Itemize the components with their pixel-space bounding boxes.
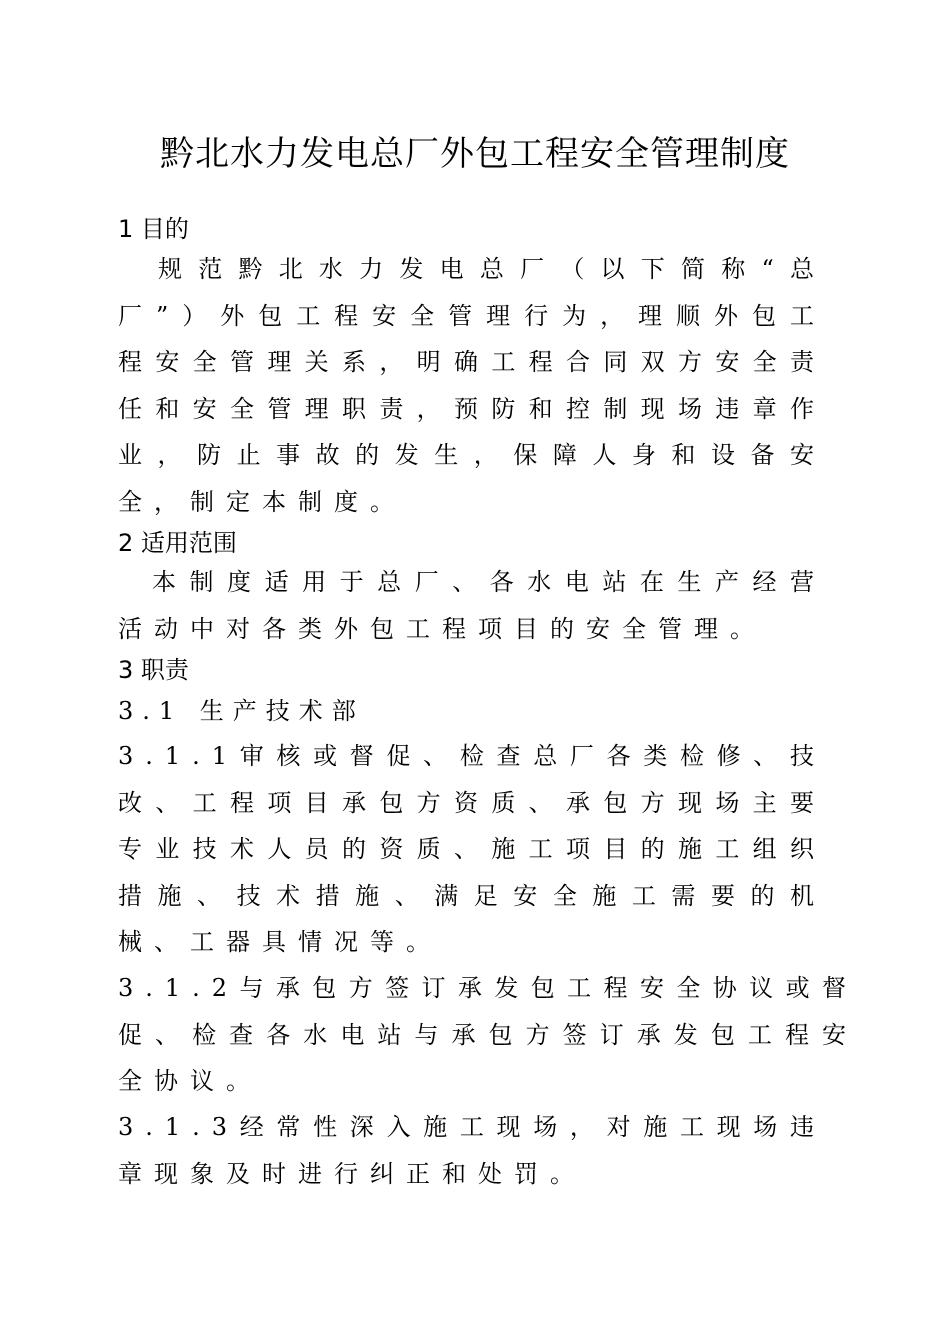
section-1-body: 规范黔北水力发电总厂（以下简称“总厂”）外包工程安全管理行为，理顺外包工程安全管理关系，明确工程合同双方安全责任和安全管理职责，预防和控制现场违章作业，防止事故的发生，保障人身和设备安全，制定本制度。 [118,255,826,516]
section-3-1-heading: 3.1 生产技术部 [118,697,365,725]
section-2-body: 本制度适用于总厂、各水电站在生产经营活动中对各类外包工程项目的安全管理。 [118,568,826,643]
section-3-1-3-paragraph: 3.1.3经常性深入施工现场，对施工现场违章现象及时进行纠正和处罚。 [118,1113,826,1188]
section-3-1-2-paragraph: 3.1.2与承包方签订承发包工程安全协议或督促、检查各水电站与承包方签订承发包工程安全协议。 [118,974,858,1095]
section-3-heading: 3 职责 [118,656,189,684]
section-2-heading: 2 适用范围 [118,529,237,557]
document-title: 黔北水力发电总厂外包工程安全管理制度 [160,134,790,174]
section-3-1-1-paragraph: 3.1.1审核或督促、检查总厂各类检修、技改、工程项目承包方资质、承包方现场主要专业技术人员的资质、施工项目的施工组织措施、技术措施、满足安全施工需要的机械、工器具情况等。 [118,742,826,956]
section-1-heading: 1 目的 [118,215,189,243]
